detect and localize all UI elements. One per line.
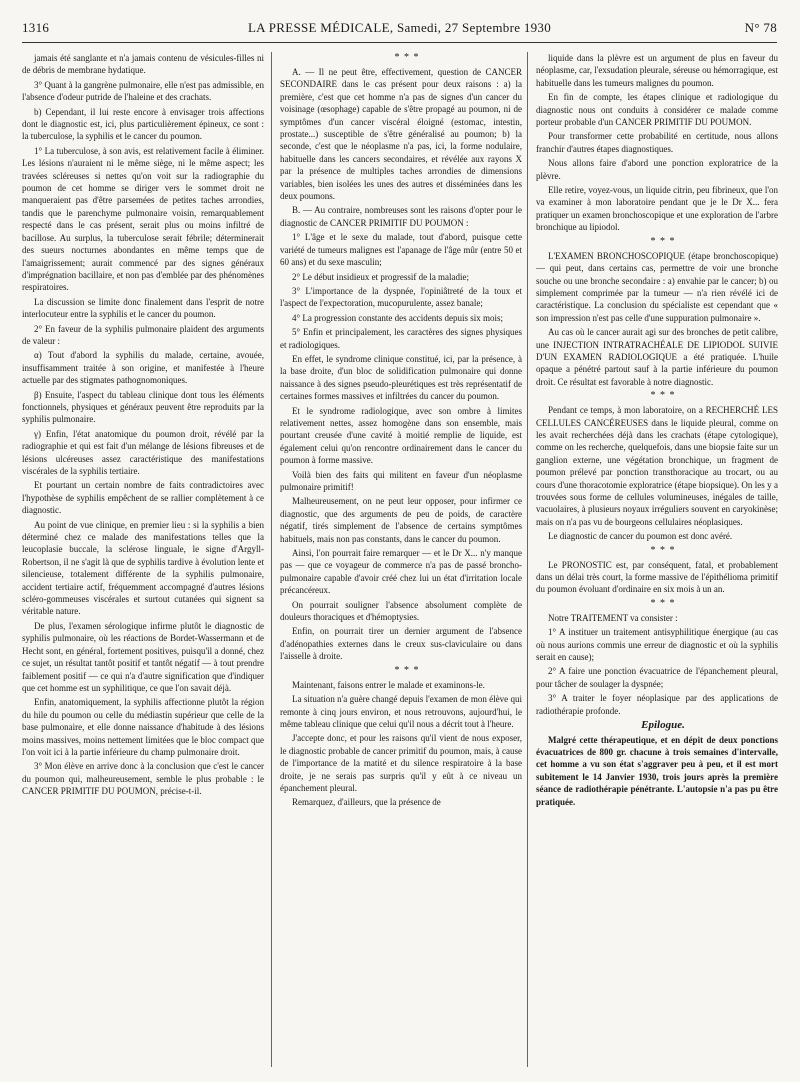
page-header <box>22 20 777 40</box>
paragraph: On pourrait souligner l'absence absolument complète de douleurs thoraciques et d'hémoptysies. <box>280 599 522 623</box>
column-1 <box>22 52 264 1072</box>
paragraph: jamais été sanglante et n'a jamais contenu de vésicules-filles ni de débris de membrane hydatique. <box>22 53 264 76</box>
column-3 <box>536 52 778 1072</box>
paragraph: La situation n'a guère changé depuis l'examen de mon élève qui remonte à cinq jours environ, et nous retrouvons, aujourd'hui, le même tableau clinique que celui qu'il nous a décrit tout à l'heure. <box>280 694 522 729</box>
section-separator: * * * <box>650 597 676 609</box>
paragraph: 2° Le début insidieux et progressif de la maladie; <box>292 271 470 282</box>
paragraph: b) Cependant, il lui reste encore à envisager trois affections dont le diagnostic est, ici, plus particulièrement épineux, ce sont : la tuberculose, la syphilis et le cancer du poumon. <box>22 106 264 142</box>
paragraph: Le diagnostic de cancer du poumon est donc avéré. <box>548 531 733 542</box>
paragraph: 1° A instituer un traitement antisyphilitique énergique (au cas où nous aurions commis une erreur de diagnostic et où la syphilis serait en cause); <box>536 627 778 663</box>
paragraph: Remarquez, d'ailleurs, que la présence de <box>292 797 441 808</box>
paragraph: Elle retire, voyez-vous, un liquide citrin, peu fibrineux, que l'on va examiner à mon laboratoire pendant que je le Dr X... fera pratiquer un examen bronchoscopique et une exploration de l'arbre bronchique au lipiodol. <box>536 185 778 233</box>
header-rule <box>22 42 777 43</box>
paragraph: De plus, l'examen sérologique infirme plutôt le diagnostic de syphilis pulmonaire, où les réactions de Bordet-Wassermann et de Hecht sont, en général, fortement positives, puisqu'il a donné, chez ce sujet, un résultat tantôt positif et tantôt négatif — à tout prendre faiblement positif — ce qui n'a d'autre signification que d'indiquer que cet homme est un syphilitique, ce que l'on savait déjà. <box>22 620 264 693</box>
paragraph: 3° Quant à la gangrène pulmonaire, elle n'est pas admissible, en l'absence d'odeur putride de l'haleine et des crachats. <box>22 79 264 103</box>
paragraph: Ainsi, l'on pourrait faire remarquer — et le Dr X... n'y manque pas — que ce voyageur de commerce n'a pas de passé broncho-pulmonaire capable d'avoir créé chez lui un état d'irritation locale précancéreux. <box>280 548 522 596</box>
paragraph: En effet, le syndrome clinique constitué, ici, par la présence, à la base droite, d'un bloc de solidification pulmonaire qui donne naissance à des signes pseudo-pleurétiques est très représentatif de certaines formes massives et infiltrées du cancer du poumon. <box>280 353 522 402</box>
paragraph: 3° Mon élève en arrive donc à la conclusion que c'est le cancer du poumon qui, malheureusement, semble le plus probable : le CANCER PRIMITIF DU POUMON, précise-t-il. <box>22 761 264 797</box>
column-divider <box>527 52 528 1067</box>
paragraph: γ) Enfin, l'état anatomique du poumon droit, révélé par la radiographie et qui est fait d'un mélange de lésions fibreuses et de lésions ulcéreuses assez caractéristique des manifestations viscérales de la syphilis tertiaire. <box>22 428 264 476</box>
column-2 <box>280 52 522 1072</box>
page-number: 1316 <box>22 20 50 35</box>
issue-number: N° 78 <box>744 20 777 35</box>
paragraph: Notre TRAITEMENT va consister : <box>548 612 678 623</box>
section-separator: * * * <box>650 544 676 556</box>
paragraph: liquide dans la plèvre est un argument de plus en faveur du néoplasme, car, l'exsudation pleurale, séreuse ou hémorragique, est habituelle dans les tumeurs malignes du poumon. <box>536 53 778 88</box>
paragraph: Pendant ce temps, à mon laboratoire, on a RECHERCHÉ LES CELLULES CANCÉREUSES dans le liquide pleural, comme on les avait recherchées déjà dans les crachats (étape cytologique), comme on les recherche, quelquefois, dans une biopsie faite sur un ganglion externe, une végétation bronchique, un fragment de poumon prélevé par ponction transthoracique au trocart, ou au cours d'une thoracotomie exploratrice (étape biopsique). On les y a trouvées sous forme de cellules volumineuses, inégales de taille, vacuolaires, à plusieurs noyaux irréguliers souvent en caryokinèse; mais on n'a pas vu de bourgeons cellulaires néoplasiques. <box>536 405 778 527</box>
paragraph: J'accepte donc, et pour les raisons qu'il vient de nous exposer, le diagnostic probable de cancer primitif du poumon, mais, à cause de l'importance de la matité et du silence respiratoire à la base droite, je ne serais pas surpris qu'il y eût à ce niveau un épanchement pleural. <box>280 733 522 793</box>
paragraph: β) Ensuite, l'aspect du tableau clinique dont tous les éléments fonctionnels, physiques et généraux peuvent être reproduits par la syphilis pulmonaire. <box>22 389 264 425</box>
paragraph: En fin de compte, les étapes clinique et radiologique du diagnostic nous ont conduits à considérer ce malade comme porteur probable d'un CANCER PRIMITIF DU POUMON. <box>536 92 778 128</box>
paragraph: Et le syndrome radiologique, avec son ombre à limites relativement nettes, assez homogène dans son ensemble, mais pourtant creusée d'une cavité à moitié remplie de liquide, est également celui qu'on rencontre ordinairement dans le cancer du poumon à forme massive. <box>280 405 522 466</box>
paragraph: Malgré cette thérapeutique, et en dépit de deux ponctions évacuatrices de 800 gr. chacune à trois semaines d'intervalle, cet homme a vu son état s'aggraver peu à peu, et il est mort subitement le 14 Janvier 1930, trois jours après la première séance de radiothérapie pénétrante. L'autopsie n'a pas pu être pratiquée. <box>536 734 778 807</box>
paragraph: 3° L'importance de la dyspnée, l'opiniâtreté de la toux et l'aspect de l'expectoration, mucopurulente, assez banale; <box>280 285 522 309</box>
paragraph: Malheureusement, on ne peut leur opposer, pour infirmer ce diagnostic, que des arguments de peu de poids, de caractère négatif, tirés simplement de l'absence de certains symptômes habituels, mais non pas constants, dans le cancer du poumon. <box>280 496 522 544</box>
paragraph: α) Tout d'abord la syphilis du malade, certaine, avouée, insuffisamment traitée à son origine, et manifestée à l'heure actuelle par des stigmates pathognomoniques. <box>22 350 264 386</box>
paragraph: Maintenant, faisons entrer le malade et examinons-le. <box>292 679 485 690</box>
paragraph: Enfin, on pourrait tirer un dernier argument de l'absence d'adénopathies externes dans le creux sus-claviculaire ou dans l'aisselle à droite. <box>280 626 522 662</box>
paragraph: 3° A traiter le foyer néoplasique par des applications de radiothérapie profonde. <box>536 693 778 716</box>
paragraph: L'EXAMEN BRONCHOSCOPIQUE (étape bronchoscopique) — qui peut, dans certains cas, permettre de voir une bronche souche ou une bronche secondaire : a) envahie par le cancer; b) ou simplement comprimée par la tumeur — n'a rien révélé ici de caractéristique. La conclusion du spécialiste est cependant que « son impression n'est pas celle d'une suppuration pulmonaire ». <box>536 250 778 323</box>
paragraph: Nous allons faire d'abord une ponction exploratrice de la plèvre. <box>536 158 778 181</box>
paragraph: Au cas où le cancer aurait agi sur des bronches de petit calibre, une INJECTION INTRATRACHÉALE DE LIPIODOL SUIVIE D'UN EXAMEN RADIOLOGIQUE a été pratiquée. L'huile opaque a pénétré partout sauf à la partie inférieure du poumon droit. Ce résultat est favorable à notre diagnostic. <box>536 327 778 387</box>
paragraph: La discussion se limite donc finalement dans l'esprit de notre interlocuteur entre la syphilis et le cancer du poumon. <box>22 296 264 320</box>
paragraph: Au point de vue clinique, en premier lieu : si la syphilis a bien déterminé chez ce malade des manifestations telles que la leucoplasie buccale, la sclérose linguale, le signe d'Argyll-Robertson, il ne s'agit là que de syphilis tardive à évolution lente et silencieuse, totalement différente de la syphilis pulmonaire, accident tertiaire actif, fréquemment accompagné d'autres lésions scléro-gommeuses viscérales et surtout cutanées qui signent sa véritable nature. <box>22 519 264 617</box>
paragraph: Enfin, anatomiquement, la syphilis affectionne plutôt la région du hile du poumon ou celle du médiastin supérieur que celle de la base pulmonaire, et elle donne naissance d'habitude à des lésions moins massives, moins nettement limitées que le bloc compact que l'on voit ici à la partie inférieure du champ pulmonaire droit. <box>22 697 264 757</box>
section-heading: Epilogue. <box>641 719 685 732</box>
paragraph: A. — Il ne peut être, effectivement, question de CANCER SECONDAIRE dans le cas présent pour deux raisons : a) la première, c'est que cet homme n'a pas de signes d'un cancer du voisinage (œsophage) capable de s'être propagé au poumon, ni de symptômes d'un cancer viscéral éloigné (estomac, intestin, prostate...) susceptible de s'être généralisé au poumon; b) la seconde, c'est que le néoplasme n'a pas, ici, la forme nodulaire, habituelle dans les cancers secondaires, et révélée aux rayons X par la présence de multiples taches arrondies de dimensions variables, bien isolées les unes des autres et disséminées dans les deux poumons. <box>280 67 522 202</box>
paragraph: Et pourtant un certain nombre de faits contradictoires avec l'hypothèse de syphilis empêchent de se rallier complètement à ce diagnostic. <box>22 480 264 516</box>
paragraph: 1° L'âge et le sexe du malade, tout d'abord, puisque cette variété de tumeurs malignes est l'apanage de l'âge mûr (entre 50 et 60 ans) et du sexe masculin; <box>280 232 522 268</box>
paragraph: 2° En faveur de la syphilis pulmonaire plaident des arguments de valeur : <box>22 323 264 346</box>
paragraph: Le PRONOSTIC est, par conséquent, fatal, et probablement dans un délai très court, la forme massive de l'épithélioma primitif du poumon évoluant d'ordinaire en six mois à un an. <box>536 559 778 595</box>
paragraph: 2° A faire une ponction évacuatrice de l'épanchement pleural, pour tâcher de soulager la dyspnée; <box>536 666 778 689</box>
journal-title: LA PRESSE MÉDICALE, Samedi, 27 Septembre 1930 <box>247 20 552 35</box>
column-divider <box>271 52 272 1067</box>
section-separator: * * * <box>650 235 676 247</box>
section-separator: * * * <box>394 664 420 676</box>
paragraph: 4° La progression constante des accidents depuis six mois; <box>292 312 504 323</box>
paragraph: Pour transformer cette probabilité en certitude, nous allons franchir d'autres étapes diagnostiques. <box>536 131 778 154</box>
paragraph: 1° La tuberculose, à son avis, est relativement facile à éliminer. Les lésions n'auraient ni le même siège, ni le même aspect; les travées scléreuses si nettes qu'on voit sur la radiographie du poumon de cet homme se diriger vers le sommet droit ne manqueraient pas d'être parsemées de petites taches arrondies, tandis que le parenchyme pulmonaire voisin, remarquablement respecté dans le cas présent, serait plus ou moins infiltré de bacillose. Au surplus, la tuberculose serait fébrile; déterminerait des sueurs nocturnes abondantes en même temps que de l'amaigrissement; aurait commencé par des signes généraux d'imprégnation bacillaire, et non pas d'emblée par des phénomènes respiratoires. <box>22 145 264 293</box>
paragraph: B. — Au contraire, nombreuses sont les raisons d'opter pour le diagnostic de CANCER PRIMITIF DU POUMON : <box>280 205 522 228</box>
paragraph: 5° Enfin et principalement, les caractères des signes physiques et radiologiques. <box>280 327 522 350</box>
section-separator: * * * <box>394 52 420 63</box>
section-separator: * * * <box>650 390 676 402</box>
paragraph: Voilà bien des faits qui militent en faveur d'un néoplasme pulmonaire primitif! <box>280 469 522 492</box>
